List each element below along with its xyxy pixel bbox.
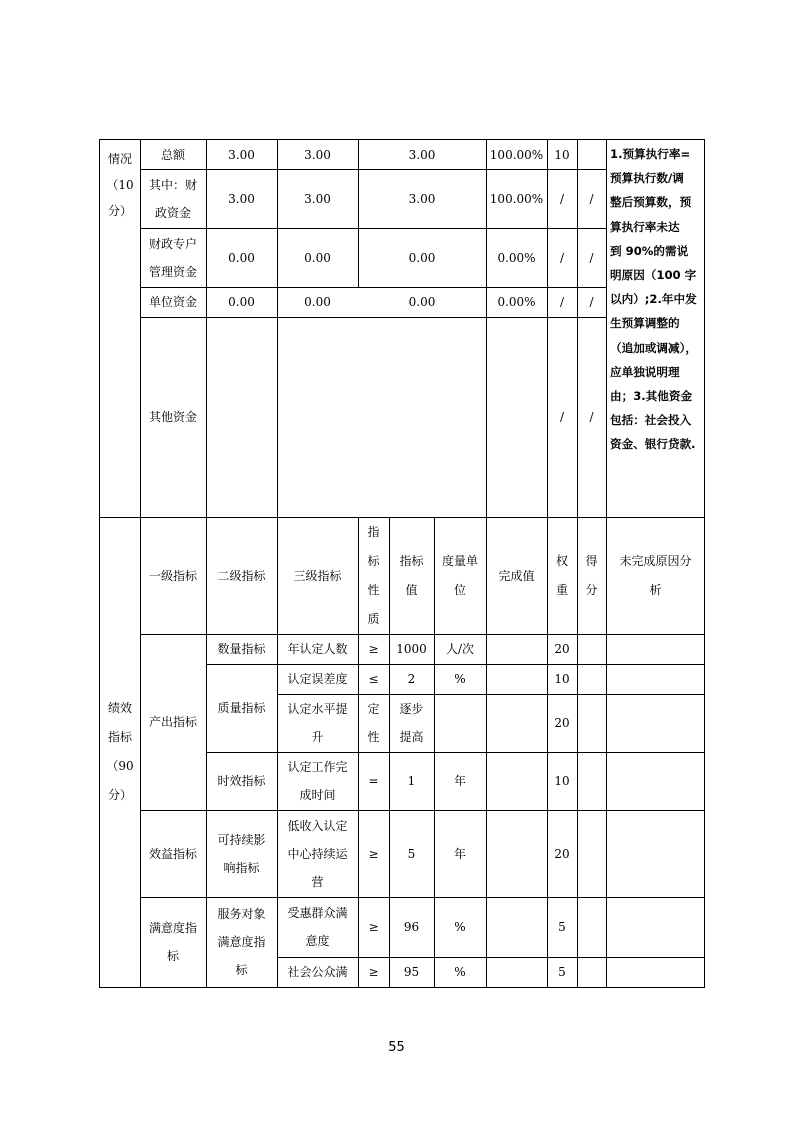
indicator-unit: 人/次 (445, 642, 475, 656)
budget-executed: 3.00 (408, 147, 436, 162)
indicator-level3: 认定误差度 (287, 672, 348, 686)
indicator-level3: 年认定人数 (287, 642, 348, 656)
indicator-weight: 10 (554, 672, 570, 686)
indicator-unit: % (454, 672, 466, 686)
budget-score: / (589, 250, 594, 265)
indicator-value: 5 (407, 846, 416, 861)
indicator-nature: ≥ (368, 965, 379, 979)
budget-weight: 10 (554, 147, 570, 162)
level2-quantity: 数量指标 (217, 642, 266, 656)
budget-weight: / (559, 295, 565, 309)
budget-score: / (589, 410, 594, 424)
indicator-unit: % (454, 965, 466, 979)
level1-output: 产出指标 (148, 715, 197, 729)
indicator-weight: 5 (558, 920, 566, 934)
header-score: 得 分 (585, 553, 598, 597)
indicator-nature: ≥ (368, 846, 379, 861)
page-number: 55 (388, 1040, 405, 1055)
budget-rate: 100.00% (489, 147, 544, 162)
indicator-level3: 低收入认定 中心持续运 营 (287, 818, 348, 889)
indicator-level3: 认定工作完 成时间 (287, 760, 348, 802)
indicator-level3: 认定水平提 升 (287, 702, 348, 744)
indicator-weight: 20 (554, 846, 570, 861)
header-weight: 权 重 (555, 553, 568, 597)
budget-weight: / (559, 191, 565, 206)
budget-adjusted: 0.00 (304, 295, 331, 309)
budget-executed: 0.00 (408, 295, 436, 309)
indicator-nature: = (368, 774, 379, 788)
indicator-level3: 受惠群众满 意度 (287, 906, 348, 948)
header-level3: 三级指标 (293, 568, 342, 583)
budget-row-label: 总额 (160, 147, 185, 162)
header-completed: 完成值 (498, 568, 535, 583)
budget-adjusted: 0.00 (304, 250, 331, 265)
budget-score (577, 140, 606, 169)
indicator-value: 1 (407, 774, 416, 788)
budget-executed (358, 317, 486, 517)
level2-sustainable: 可持续影 响指标 (217, 832, 266, 875)
budget-score: / (589, 295, 594, 309)
indicator-unit: 年 (453, 846, 466, 861)
header-level2: 二级指标 (217, 568, 266, 583)
indicator-unit (434, 694, 486, 752)
budget-section-label: 情况 （10 分） (106, 152, 134, 218)
indicator-value: 1000 (396, 642, 427, 656)
level2-service: 服务对象 满意度指 标 (217, 907, 266, 977)
budget-rate: 0.00% (497, 250, 536, 265)
budget-executed: 0.00 (408, 250, 436, 265)
budget-score: / (589, 191, 594, 206)
budget-note: 1.预算执行率= 预算执行数/调 整后预算数，预 算执行率未达 到 90%的需说 明原因（100 字 以内）;2.年中发 生预算调整的 （追加或调减）， 应单独说明理 由；3.其他资金 包括：社会投入 资金、银行贷款. (610, 147, 697, 452)
indicator-unit: % (454, 920, 466, 934)
header-unit: 度量单 位 (441, 553, 478, 597)
budget-rate: 100.00% (489, 191, 544, 206)
level1-benefit: 效益指标 (148, 846, 197, 861)
budget-row-label: 其中：财 政资金 (148, 177, 197, 220)
indicator-weight: 10 (554, 774, 570, 788)
budget-adjusted (277, 317, 358, 517)
indicator-weight: 5 (558, 965, 566, 979)
indicator-value: 96 (403, 920, 420, 934)
budget-annual: 3.00 (228, 147, 255, 162)
header-nature: 指 标 性 质 (367, 524, 380, 626)
indicator-nature: 定 性 (367, 702, 380, 744)
budget-row-label: 单位资金 (148, 295, 197, 309)
indicator-nature: ≤ (368, 672, 379, 686)
budget-annual: 0.00 (228, 250, 255, 265)
indicator-value: 2 (407, 672, 416, 686)
budget-rate (486, 317, 547, 517)
budget-annual: 0.00 (228, 295, 255, 309)
budget-annual (206, 317, 277, 517)
indicator-value: 95 (403, 965, 420, 979)
header-reason: 未完成原因分 析 (619, 553, 692, 597)
budget-adjusted: 3.00 (304, 147, 331, 162)
level2-quality: 质量指标 (217, 701, 266, 715)
indicator-weight: 20 (554, 642, 570, 656)
budget-weight: / (559, 250, 565, 265)
indicator-level3: 社会公众满 (287, 965, 348, 979)
indicator-value: 逐步 提高 (399, 702, 424, 744)
header-level1: 一级指标 (148, 568, 197, 583)
performance-section-label: 绩效 指标 （90 分） (106, 701, 134, 802)
budget-rate: 0.00% (497, 295, 536, 309)
indicator-nature: ≥ (368, 920, 379, 934)
level2-timeliness: 时效指标 (217, 774, 266, 788)
budget-row-label: 其他资金 (148, 410, 197, 424)
indicator-weight: 20 (554, 716, 570, 730)
budget-executed: 3.00 (408, 191, 436, 206)
budget-row-label: 财政专户 管理资金 (148, 236, 197, 279)
header-value: 指标 值 (399, 553, 424, 597)
level1-satisfaction: 满意度指 标 (148, 921, 197, 963)
indicator-nature: ≥ (368, 642, 379, 656)
budget-adjusted: 3.00 (304, 191, 331, 206)
budget-weight: / (559, 410, 565, 424)
budget-annual: 3.00 (228, 191, 255, 206)
indicator-unit: 年 (453, 774, 466, 788)
